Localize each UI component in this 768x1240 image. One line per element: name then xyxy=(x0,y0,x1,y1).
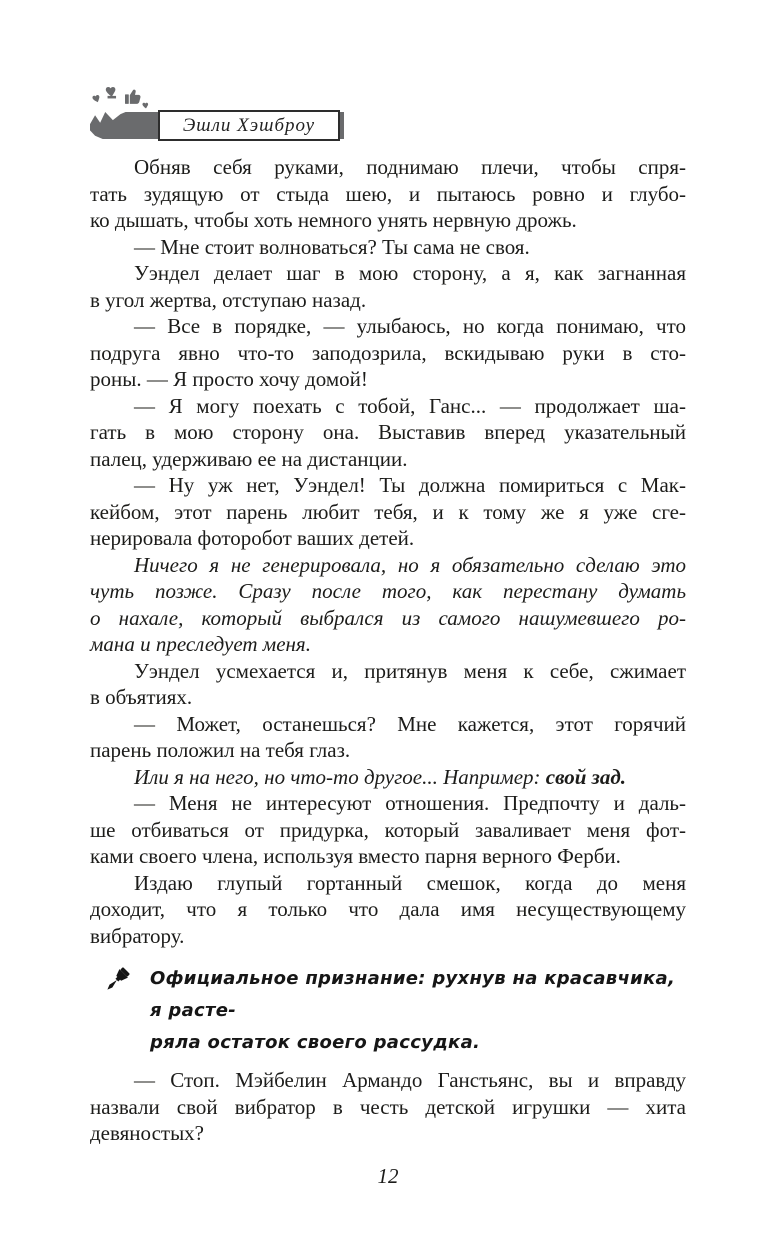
text-line: — Стоп. Мэйбелин Армандо Ганстьянс, вы и вправду xyxy=(134,1068,686,1092)
text-line: роны. — Я просто хочу домой! xyxy=(90,367,368,391)
paragraph xyxy=(90,472,686,552)
paragraph xyxy=(90,764,686,791)
text-line: девяностых? xyxy=(90,1121,204,1145)
paragraph xyxy=(90,1067,686,1147)
text-line: тать зудящую от стыда шею, и пытаюсь ровно и глубо- xyxy=(90,181,686,206)
text-line: — Может, останешься? Мне кажется, этот горячий xyxy=(134,711,686,736)
text-line: подруга явно что-то заподозрила, вскидываю руки в сто- xyxy=(90,340,686,365)
text-line: палец, удерживаю ее на дистанции. xyxy=(90,446,408,471)
text-line: — Все в порядке, — улыбаюсь, но когда понимаю, что xyxy=(134,314,686,338)
text-line: ряла остаток своего рассудка. xyxy=(150,1032,481,1053)
text-line: нерировала фоторобот ваших детей. xyxy=(90,526,415,550)
text-line: Уэндел делает шаг в мою сторону, а я, как загнанная xyxy=(134,261,686,285)
text-line: в объятиях. xyxy=(90,685,193,709)
paragraph xyxy=(90,552,686,658)
text-line: — Меня не интересуют отношения. Предпочту и даль- xyxy=(134,791,686,815)
text-line: вибратору. xyxy=(90,923,185,948)
paragraph xyxy=(90,154,686,234)
text-line: парень положил на тебя глаз. xyxy=(90,738,351,762)
text-line: Издаю глупый гортанный смешок, когда до меня xyxy=(134,870,686,895)
paragraph xyxy=(90,260,686,313)
paragraph xyxy=(90,711,686,764)
page-number: 12 xyxy=(377,1163,399,1188)
text-line: ше отбиваться от придурка, который заваливает меня фот- xyxy=(90,817,686,842)
text-line: ками своего члена, используя вместо парня верного Ферби. xyxy=(90,844,621,868)
text-line: Ничего я не генерировала, но я обязательно сделаю это xyxy=(134,552,686,577)
text-line: доходит, что я только что дала имя несуществующему xyxy=(90,897,686,921)
text-line: Уэндел усмехается и, притянув меня к себе, сжимает xyxy=(134,658,686,683)
text-line: чуть позже. Сразу после того, как перестану думать xyxy=(90,579,686,603)
text-line xyxy=(90,764,686,791)
paragraph xyxy=(90,658,686,711)
text-line: мана и преследует меня. xyxy=(90,632,311,656)
text-line: — Мне стоит волноваться? Ты сама не своя. xyxy=(134,234,530,259)
text-line: назвали свой вибратор в честь детской игрушки — хита xyxy=(90,1094,686,1119)
text-run: Или я на него, но что-то другое... Например: xyxy=(134,764,546,789)
note-text xyxy=(150,963,686,1059)
text-line: кейбом, этот парень любит тебя, и к тому же я уже сге- xyxy=(90,499,686,524)
paragraph xyxy=(90,870,686,950)
text-line: гать в мою сторону она. Выставив вперед указательный xyxy=(90,420,686,444)
pinned-note xyxy=(90,963,686,1059)
text-line: — Ну уж нет, Уэндел! Ты должна помириться с Мак- xyxy=(134,473,686,497)
text-line: Официальное признание: рухнув на красавчика, я расте- xyxy=(150,968,676,1021)
text-line: — Я могу поехать с тобой, Ганс... — продолжает ша- xyxy=(134,393,686,418)
text-line: о нахале, который выбрался из самого нашумевшего ро- xyxy=(90,605,686,630)
paragraph xyxy=(90,313,686,393)
paragraph xyxy=(90,393,686,473)
author-name: Эшли Хэшброу xyxy=(182,114,316,136)
text-line: ко дышать, чтобы хоть немного унять нервную дрожь. xyxy=(90,208,577,232)
text-flow xyxy=(90,154,686,1189)
likes-hearts-decoration-icon xyxy=(92,84,156,116)
pushpin-icon xyxy=(102,966,134,996)
author-name-box xyxy=(158,110,340,141)
bold-run: свой зад. xyxy=(545,764,626,789)
text-line: в угол жертва, отступаю назад. xyxy=(90,287,367,312)
paragraph xyxy=(90,790,686,870)
paragraph xyxy=(90,234,686,261)
text-line: Обняв себя руками, поднимаю плечи, чтобы спря- xyxy=(134,155,686,179)
